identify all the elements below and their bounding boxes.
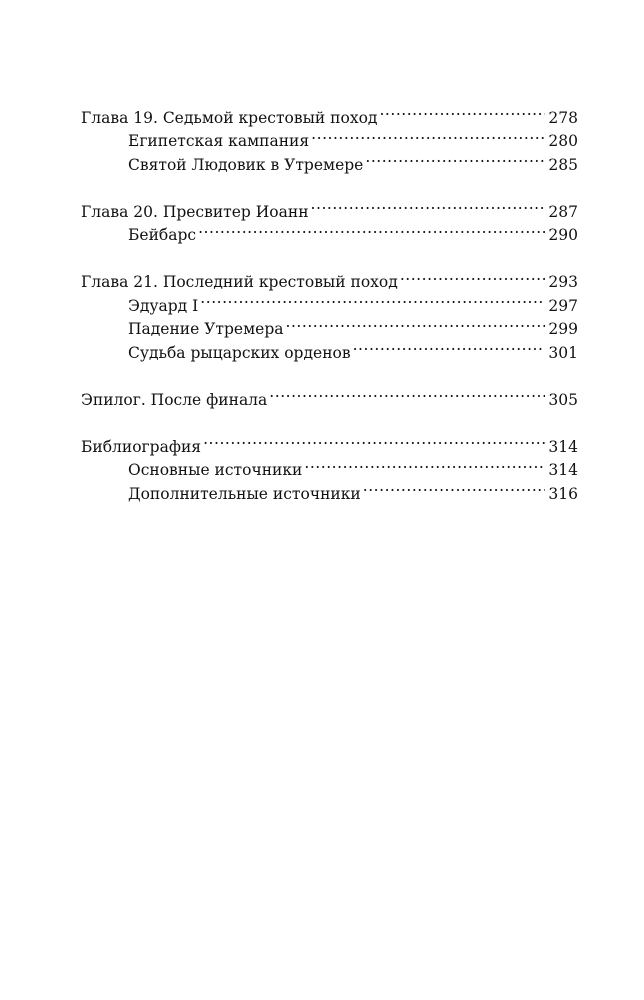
toc-group-chapter-21	[81, 264, 578, 362]
dot-leader	[353, 334, 546, 358]
toc-entry-title: Бейбарс	[128, 226, 197, 244]
toc-group-epilogue	[81, 381, 578, 409]
toc-entry-title: Судьба рыцарских орденов	[128, 343, 351, 362]
table-of-contents	[81, 99, 578, 522]
toc-entry-title: Святой Людовик в Утремере	[128, 155, 364, 174]
toc-entry-title: Египетская кампания	[128, 132, 310, 150]
toc-entry-title: Падение Утремера	[128, 320, 284, 338]
dot-leader	[286, 311, 546, 335]
toc-entry-page: 299	[548, 320, 578, 338]
dot-leader	[203, 428, 545, 452]
toc-entry-page: 305	[548, 390, 578, 409]
toc-entry-page: 278	[548, 108, 578, 127]
dot-leader	[363, 475, 546, 499]
dot-leader	[269, 381, 545, 405]
toc-entry-title: Библиография	[81, 437, 202, 456]
dot-leader	[365, 146, 545, 170]
toc-entry-page: 290	[548, 226, 578, 244]
toc-group-chapter-19	[81, 99, 578, 174]
dot-leader	[311, 193, 546, 217]
toc-entry-page: 316	[548, 484, 578, 503]
toc-entry-title: Основные источники	[128, 461, 303, 479]
toc-entry-page: 301	[548, 343, 578, 362]
toc-entry-page: 314	[548, 461, 578, 479]
toc-entry-chapter[interactable]	[81, 264, 578, 291]
toc-entry-page: 287	[548, 202, 578, 221]
toc-entry-title: Эпилог. После финала	[81, 390, 268, 409]
toc-group-bibliography	[81, 428, 578, 503]
toc-group-chapter-20	[81, 193, 578, 244]
toc-entry-page: 293	[548, 273, 578, 291]
dot-leader	[400, 264, 546, 288]
toc-entry-page: 285	[548, 155, 578, 174]
toc-entry-chapter[interactable]	[81, 193, 578, 221]
toc-entry-chapter[interactable]	[81, 428, 578, 456]
toc-entry-title: Глава 20. Пресвитер Иоанн	[81, 202, 309, 221]
toc-entry-title: Дополнительные источники	[128, 484, 361, 503]
dot-leader	[304, 452, 545, 476]
toc-entry-page: 297	[548, 296, 578, 315]
dot-leader	[379, 99, 545, 123]
toc-entry-chapter[interactable]	[81, 381, 578, 409]
dot-leader	[311, 123, 545, 147]
toc-entry-title: Эдуард I	[128, 296, 199, 315]
dot-leader	[200, 287, 545, 311]
toc-entry-title: Глава 21. Последний крестовый поход	[81, 273, 398, 291]
toc-entry-title: Глава 19. Седьмой крестовый поход	[81, 108, 378, 127]
toc-entry-chapter[interactable]	[81, 99, 578, 127]
dot-leader	[198, 217, 545, 241]
toc-entry-page: 280	[548, 132, 578, 150]
toc-entry-page: 314	[548, 437, 578, 456]
